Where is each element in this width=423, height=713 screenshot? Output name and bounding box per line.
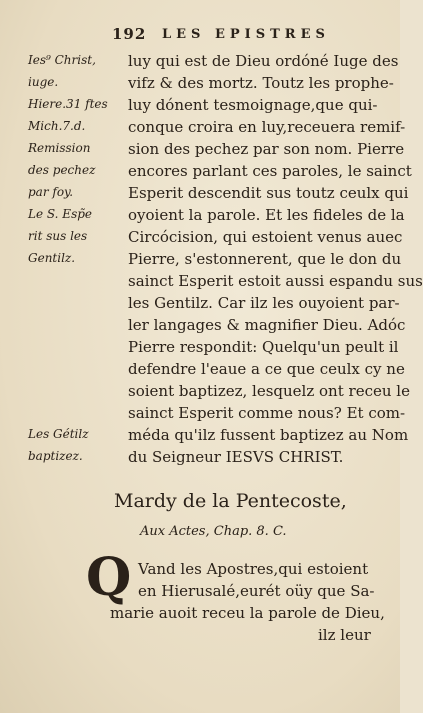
body-line: oyoient la parole. Et les fideles de la bbox=[128, 206, 405, 224]
body-line: encores parlant ces paroles, le sainct bbox=[128, 162, 412, 180]
running-title: LES EPISTRES bbox=[162, 27, 330, 42]
text-row bbox=[0, 336, 400, 358]
text-row bbox=[0, 94, 400, 116]
body-line: conque croira en luy,receuera remif- bbox=[128, 118, 406, 136]
body-line: Vand les Apostres,qui estoient bbox=[138, 560, 369, 578]
body-line: Pierre respondit: Quelqu'un peult il bbox=[128, 338, 399, 356]
text-row bbox=[0, 116, 406, 138]
body-line: Pierre, s'estonnerent, que le don du bbox=[128, 250, 402, 268]
text-row bbox=[0, 72, 400, 94]
body-line: marie auoit receu la parole de Dieu, bbox=[110, 604, 385, 622]
text-row bbox=[0, 424, 409, 446]
text-row bbox=[0, 226, 403, 248]
text-row bbox=[0, 314, 406, 336]
margin-note: Remission bbox=[28, 141, 91, 155]
margin-note: Mich.7.d. bbox=[28, 119, 86, 133]
margin-note: par foy. bbox=[28, 185, 74, 199]
text-row bbox=[0, 380, 410, 402]
body-line: vifz & des mortz. Toutz les prophe- bbox=[128, 74, 394, 92]
margin-note: des pechez bbox=[28, 163, 96, 177]
margin-note: Ies⁹ Christ, bbox=[28, 53, 96, 67]
text-row bbox=[0, 270, 423, 292]
margin-note: rit sus les bbox=[28, 229, 88, 243]
margin-note: Gentilz. bbox=[28, 251, 76, 265]
body-line: soient baptizez, lesquelz ont receu le bbox=[128, 382, 410, 400]
text-row bbox=[0, 160, 412, 182]
margin-note: baptizez. bbox=[28, 449, 83, 463]
text-row bbox=[0, 204, 405, 226]
margin-note: Les Gétilz bbox=[28, 427, 89, 441]
body-line: sainct Esperit comme nous? Et com- bbox=[128, 404, 406, 422]
text-row bbox=[0, 138, 405, 160]
body-line: Circócision, qui estoient venus auec bbox=[128, 228, 403, 246]
body-line: luy qui est de Dieu ordóné Iuge des bbox=[128, 52, 399, 70]
drop-cap: Q bbox=[86, 547, 132, 608]
margin-note: iuge. bbox=[28, 75, 59, 89]
text-row bbox=[0, 50, 400, 72]
text-row bbox=[0, 292, 400, 314]
page-header bbox=[0, 25, 400, 49]
body-line: en Hierusalé,eurét oüy que Sa- bbox=[138, 582, 375, 600]
page-number: 192 bbox=[112, 25, 147, 43]
body-line: Esperit descendit sus toutz ceulx qui bbox=[128, 184, 409, 202]
body-line: ilz leur bbox=[318, 626, 371, 644]
text-row bbox=[0, 446, 400, 468]
body-line: méda qu'ilz fussent baptizez au Nom bbox=[128, 426, 409, 444]
body-line: ler langages & magnifier Dieu. Adóc bbox=[128, 316, 406, 334]
body-line: sainct Esperit estoit aussi espandu sus bbox=[128, 272, 423, 290]
body-line: du Seigneur IESVS CHRIST. bbox=[128, 448, 344, 466]
text-row bbox=[0, 402, 406, 424]
text-row bbox=[0, 358, 405, 380]
body-line: luy dónent tesmoignage,que qui- bbox=[128, 96, 378, 114]
body-line: sion des pechez par son nom. Pierre bbox=[128, 140, 405, 158]
body-line: les Gentilz. Car ilz les ouyoient par- bbox=[128, 294, 400, 312]
section-reference: Aux Actes, Chap. 8. C. bbox=[140, 524, 287, 539]
text-row bbox=[0, 248, 400, 270]
margin-note: Le S. Esp̃e bbox=[28, 207, 93, 221]
section-heading: Mardy de la Pentecoste, bbox=[114, 490, 347, 512]
body-line: defendre l'eaue a ce que ceulx cy ne bbox=[128, 360, 405, 378]
margin-note: Hiere.31 ftes bbox=[28, 97, 108, 111]
text-row bbox=[0, 182, 409, 204]
